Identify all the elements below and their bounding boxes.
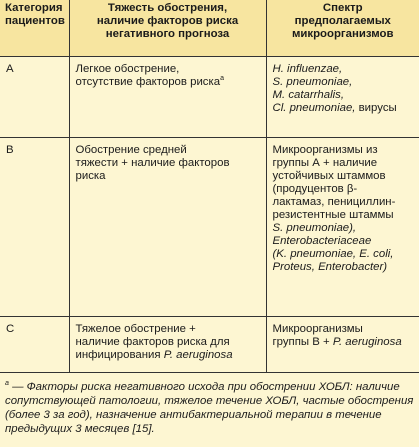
table-row bbox=[0, 56, 419, 137]
category-cell: B bbox=[0, 137, 69, 316]
table-row bbox=[0, 137, 419, 316]
severity-cell: Тяжелое обострение + наличие факторов риска для инфицирования P. aeruginosa bbox=[69, 316, 266, 372]
footnote-marker: a bbox=[5, 380, 9, 388]
severity-cell: Обострение средней тяжести + наличие факторов риска bbox=[69, 137, 266, 316]
severity-cell: Легкое обострение, отсутствие факторов риска$^a$ bbox=[69, 56, 266, 137]
header-category: Категория пациентов bbox=[0, 0, 69, 56]
organisms-cell: Микроорганизмы группы В + P. aeruginosa bbox=[266, 316, 419, 372]
footnote-marker: a bbox=[220, 74, 224, 82]
header-organisms: Спектр предполагаемых микроорганизмов bbox=[266, 0, 419, 56]
table-footnote: $^a$ — Факторы риска негативного исхода при обострении ХОБЛ: наличие сопутствующей патологии, тяжелое течение ХОБЛ, частые обострения (более 3 за год), назначение антибактериальной терапии в течение предыдущих 3 месяцев [15]. bbox=[5, 380, 414, 435]
table-header-row bbox=[0, 0, 419, 56]
table-row bbox=[0, 316, 419, 372]
organisms-cell: Микроорганизмы из группы А + наличие устойчивых штаммов (продуцентов β- лактамаз, пенициллин- резистентные штаммы S. pneumoniae), Enterobacteriaceae (K. pneumoniae, E. coli, Proteus, Enterobacter) bbox=[266, 137, 419, 316]
category-cell: A bbox=[0, 56, 69, 137]
category-cell: C bbox=[0, 316, 69, 372]
header-severity: Тяжесть обострения, наличие факторов риска негативного прогноза bbox=[69, 0, 266, 56]
organisms-cell: H. influenzae, S. pneumoniae, M. catarrhalis, Cl. pneumoniae, вирусы bbox=[266, 56, 419, 137]
